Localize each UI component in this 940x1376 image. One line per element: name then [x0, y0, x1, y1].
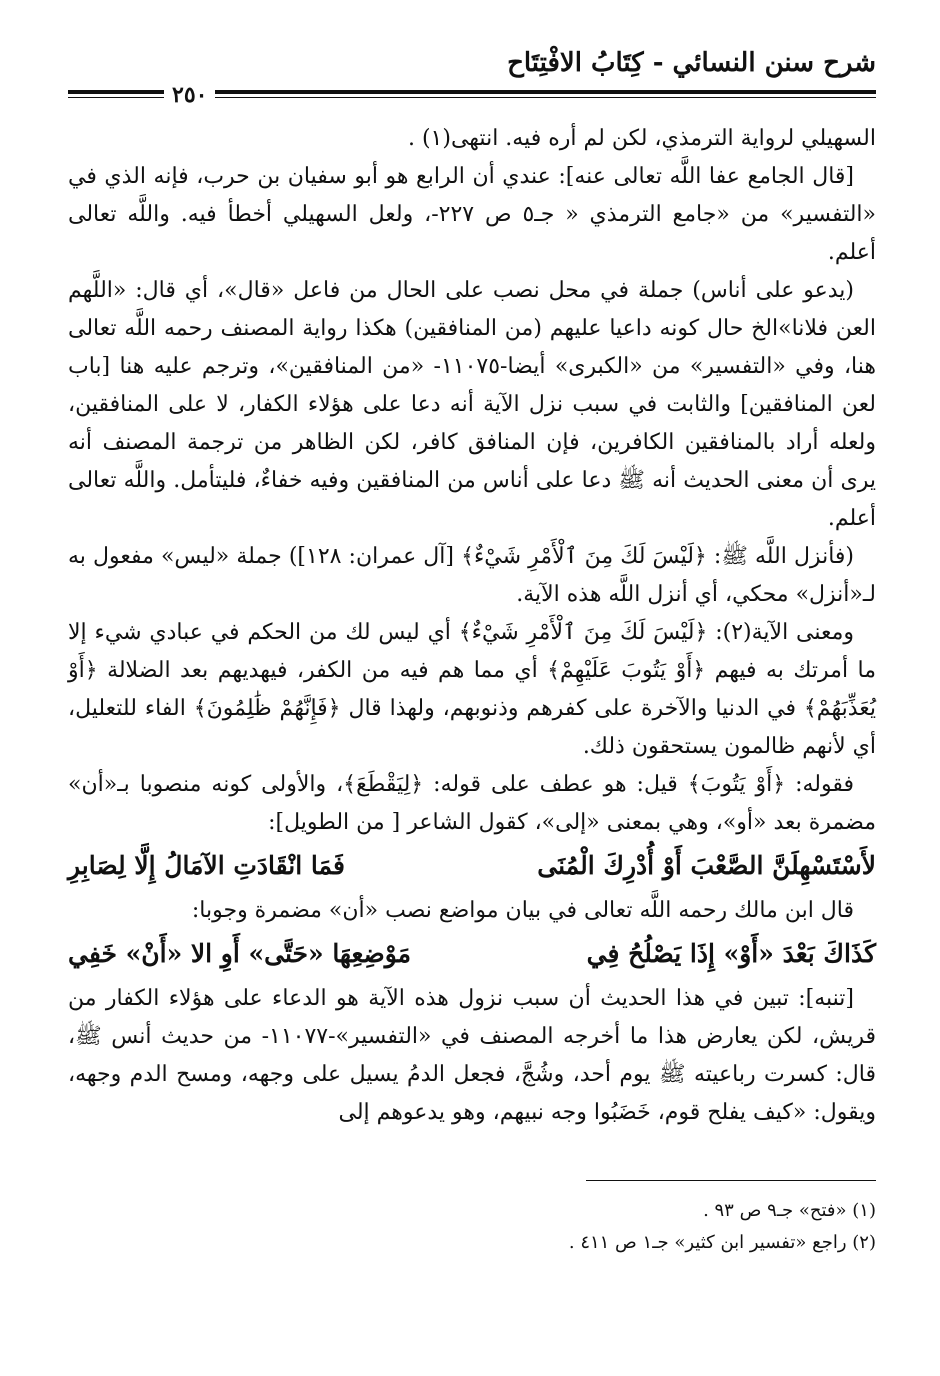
paragraph-3: (يدعو على أناس) جملة في محل نصب على الحال من فاعل «قال»، أي قال: «اللَّهم العن فلانا»الخ حال كونه داعيا عليهم (من المنافقين) هكذا رواية المصنف رحمه اللَّه تعالى هنا، وفي «التفسير» من «الكبرى» أيضا-١١٠٧٥- «من المنافقين»، وترجم عليه هنا [باب لعن المنافقين] والثابت في سبب نزل الآية أنه دعا على هؤلاء الكفار، لا على المنافقين، ولعله أراد بالمنافقين الكافرين، فإن المنافق كافر، لكن الظاهر من ترجمة المصنف أنه يرى أن معنى الحديث أنه ﷺ دعا على أناس من المنافقين وفيه خفاءٌ، فليتأمل. واللَّه تعالى أعلم.: [68, 278, 876, 531]
poetry-verse-2: [68, 932, 876, 976]
main-text: [68, 120, 876, 1132]
page-number: ٢٥٠: [164, 82, 215, 108]
running-header: [68, 46, 876, 108]
verse-2-second-hemistich: مَوْضِعِهَا «حَتَّى» أَوِ الا «أَنْ» خَفِي: [68, 939, 412, 968]
footnote-2: (٢) راجع «تفسير ابن كثير» جـ١ ص ٤١١ .: [568, 1232, 876, 1253]
paragraph-5: ومعنى الآية(٢): ﴿لَيْسَ لَكَ مِنَ ٱلْأَمْرِ شَيْءٌ﴾ أي ليس لك من الحكم في عبادي شيء إلا ما أمرتك به فيهم ﴿أَوْ يَتُوبَ عَلَيْهِمْ﴾ أي مما هم فيه من الكفر، فيهديهم بعد الضلالة ﴿أَوْ يُعَذِّبَهُمْ﴾ في الدنيا والآخرة على كفرهم وذنوبهم، ولهذا قال ﴿فَإِنَّهُمْ ظَٰلِمُونَ﴾ الفاء للتعليل، أي لأنهم ظالمون يستحقون ذلك.: [68, 620, 876, 759]
footnote-separator: [586, 1180, 876, 1181]
paragraph-4: (فأنزل اللَّه ﷺ: ﴿لَيْسَ لَكَ مِنَ ٱلْأَمْرِ شَيْءٌ﴾ [آل عمران: ١٢٨]) جملة «ليس» مفعول به لـ«أنزل» محكي، أي أنزل اللَّه هذه الآية.: [68, 544, 876, 607]
verse-2-first-hemistich: كَذَاكَ بَعْدَ «أَوْ» إِذَا يَصْلُحُ فِي: [586, 939, 876, 968]
verse-1-second-hemistich: فَمَا انْقَادَتِ الآمَالُ إِلَّا لِصَابِرِ: [68, 851, 345, 880]
footnotes: [68, 1195, 876, 1259]
poetry-verse-1: [68, 844, 876, 888]
paragraph-6: فقوله: ﴿أَوْ يَتُوبَ﴾ قيل: هو عطف على قوله: ﴿لِيَقْطَعَ﴾، والأولى كونه منصوبا بـ«أن» مضمرة بعد «أو»، وهي بمعنى «إلى»، كقول الشاعر [ من الطويل]:: [68, 772, 876, 835]
footnote-1: (١) «فتح» جـ٩ ص ٩٣ .: [703, 1200, 876, 1221]
paragraph-1: السهيلي لرواية الترمذي، لكن لم أره فيه. انتهى(١) .: [407, 126, 876, 151]
verse-1-first-hemistich: لأَسْتَسْهِلَنَّ الصَّعْبَ أَوْ أُدْرِكَ الْمُنَى: [537, 851, 876, 880]
book-page: [68, 46, 876, 1259]
running-title: شرح سنن النسائي - كِتَابُ الافْتِتَاح: [507, 48, 876, 78]
paragraph-ibn-malik: قال ابن مالك رحمه اللَّه تعالى في بيان مواضع نصب «أن» مضمرة وجوبا:: [191, 898, 854, 923]
paragraph-2: [قال الجامع عفا اللَّه تعالى عنه]: عندي أن الرابع هو أبو سفيان بن حرب، فإنه الذي في «التفسير» من «جامع الترمذي « جـ٥ ص ٢٢٧-، ولعل السهيلي أخطأ فيه. واللَّه تعالى أعلم.: [68, 164, 877, 265]
paragraph-tanbih: [تنبه]: تبين في هذا الحديث أن سبب نزول هذه الآية هو الدعاء على هؤلاء الكفار من قريش، لكن يعارض هذا ما أخرجه المصنف في «التفسير»-١١٠٧٧- من حديث أنس ﷺ، قال: كسرت رباعيته ﷺ يوم أحد، وشُجَّ، فجعل الدمُ يسيل على وجهه، ومسح الدم وجهه، ويقول: «كيف يفلح قوم، خَضَبُوا وجه نبيهم، وهو يدعوهم إلى: [68, 986, 876, 1125]
